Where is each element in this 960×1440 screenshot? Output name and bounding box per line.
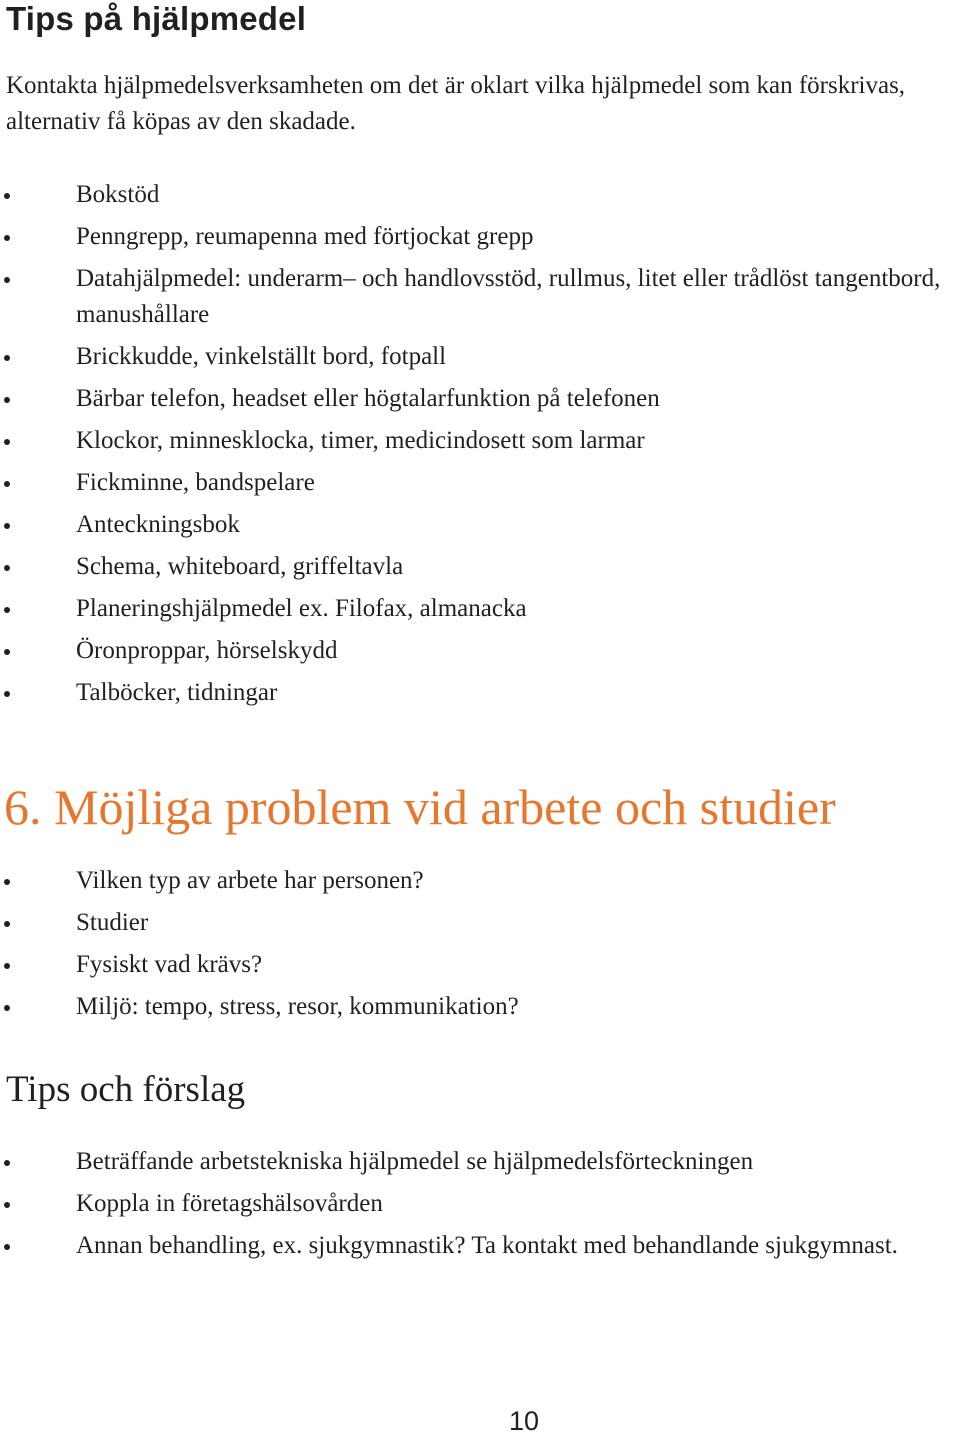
bullet-icon: [4, 523, 10, 529]
list-item: [0, 905, 960, 941]
list-item: [0, 549, 960, 585]
list-item-text: Klockor, minnesklocka, timer, medicindosett som larmar: [76, 427, 645, 454]
list-item-text: Miljö: tempo, stress, resor, kommunikation?: [76, 993, 519, 1020]
tips-hjalpmedel-heading: Tips på hjälpmedel: [6, 0, 307, 37]
bullet-icon: [4, 481, 10, 487]
list-item-text: Anteckningsbok: [76, 511, 240, 538]
bullet-icon: [4, 1202, 10, 1208]
list-item-text: Fickminne, bandspelare: [76, 469, 315, 496]
hjalpmedel-list: [0, 177, 960, 717]
bullet-icon: [4, 277, 10, 283]
list-item-text: Brickkudde, vinkelställt bord, fotpall: [76, 343, 447, 370]
list-item: [0, 947, 960, 983]
bullet-icon: [4, 193, 10, 199]
list-item: [0, 261, 960, 333]
list-item-text: Planeringshjälpmedel ex. Filofax, almanacka: [76, 595, 527, 622]
bullet-icon: [4, 1244, 10, 1250]
list-item-text: Bärbar telefon, headset eller högtalarfunktion på telefonen: [76, 385, 660, 412]
list-item-text: Studier: [76, 909, 149, 936]
list-item-text: Öronproppar, hörselskydd: [76, 637, 338, 664]
bullet-icon: [4, 963, 10, 969]
bullet-icon: [4, 649, 10, 655]
list-item-text: Talböcker, tidningar: [76, 679, 278, 706]
bullet-icon: [4, 691, 10, 697]
list-item-text: Datahjälpmedel: underarm– och handlovsstöd, rullmus, litet eller trådlöst tangentbord, manushållare: [76, 265, 941, 328]
page-number: 10: [508, 1406, 540, 1436]
bullet-icon: [4, 1005, 10, 1011]
list-item: [0, 339, 960, 375]
bullet-icon: [4, 355, 10, 361]
list-item: [0, 1144, 960, 1180]
list-item-text: Bokstöd: [76, 181, 160, 208]
list-item-text: Fysiskt vad krävs?: [76, 951, 263, 978]
bullet-icon: [4, 397, 10, 403]
bullet-icon: [4, 1160, 10, 1166]
list-item-text: Koppla in företagshälsovården: [76, 1190, 383, 1217]
list-item: [0, 423, 960, 459]
list-item: [0, 465, 960, 501]
intro-paragraph: Kontakta hjälpmedelsverksamheten om det är oklart vilka hjälpmedel som kan förskrivas, alternativ få köpas av den skadade.: [6, 72, 906, 135]
list-item-text: Penngrepp, reumapenna med förtjockat grepp: [76, 223, 534, 250]
bullet-icon: [4, 235, 10, 241]
list-item: [0, 1186, 960, 1222]
bullet-icon: [4, 565, 10, 571]
list-item-text: Beträffande arbetstekniska hjälpmedel se hjälpmedelsförteckningen: [76, 1148, 754, 1175]
list-item: [0, 507, 960, 543]
bullet-icon: [4, 921, 10, 927]
problem-list: [0, 863, 960, 1031]
bullet-icon: [4, 607, 10, 613]
list-item: [0, 381, 960, 417]
list-item: [0, 1228, 960, 1264]
list-item-text: Annan behandling, ex. sjukgymnastik? Ta kontakt med behandlande sjukgymnast.: [76, 1232, 898, 1259]
bullet-icon: [4, 439, 10, 445]
bullet-icon: [4, 879, 10, 885]
list-item: [0, 675, 960, 711]
list-item: [0, 989, 960, 1025]
forslag-list: [0, 1144, 960, 1270]
list-item: [0, 863, 960, 899]
list-item: [0, 219, 960, 255]
list-item: [0, 633, 960, 669]
list-item: [0, 591, 960, 627]
list-item-text: Vilken typ av arbete har personen?: [76, 867, 424, 894]
section-6-heading: 6. Möjliga problem vid arbete och studier: [4, 779, 836, 835]
list-item-text: Schema, whiteboard, griffeltavla: [76, 553, 404, 580]
tips-och-forslag-heading: Tips och förslag: [6, 1069, 246, 1110]
list-item: [0, 177, 960, 213]
